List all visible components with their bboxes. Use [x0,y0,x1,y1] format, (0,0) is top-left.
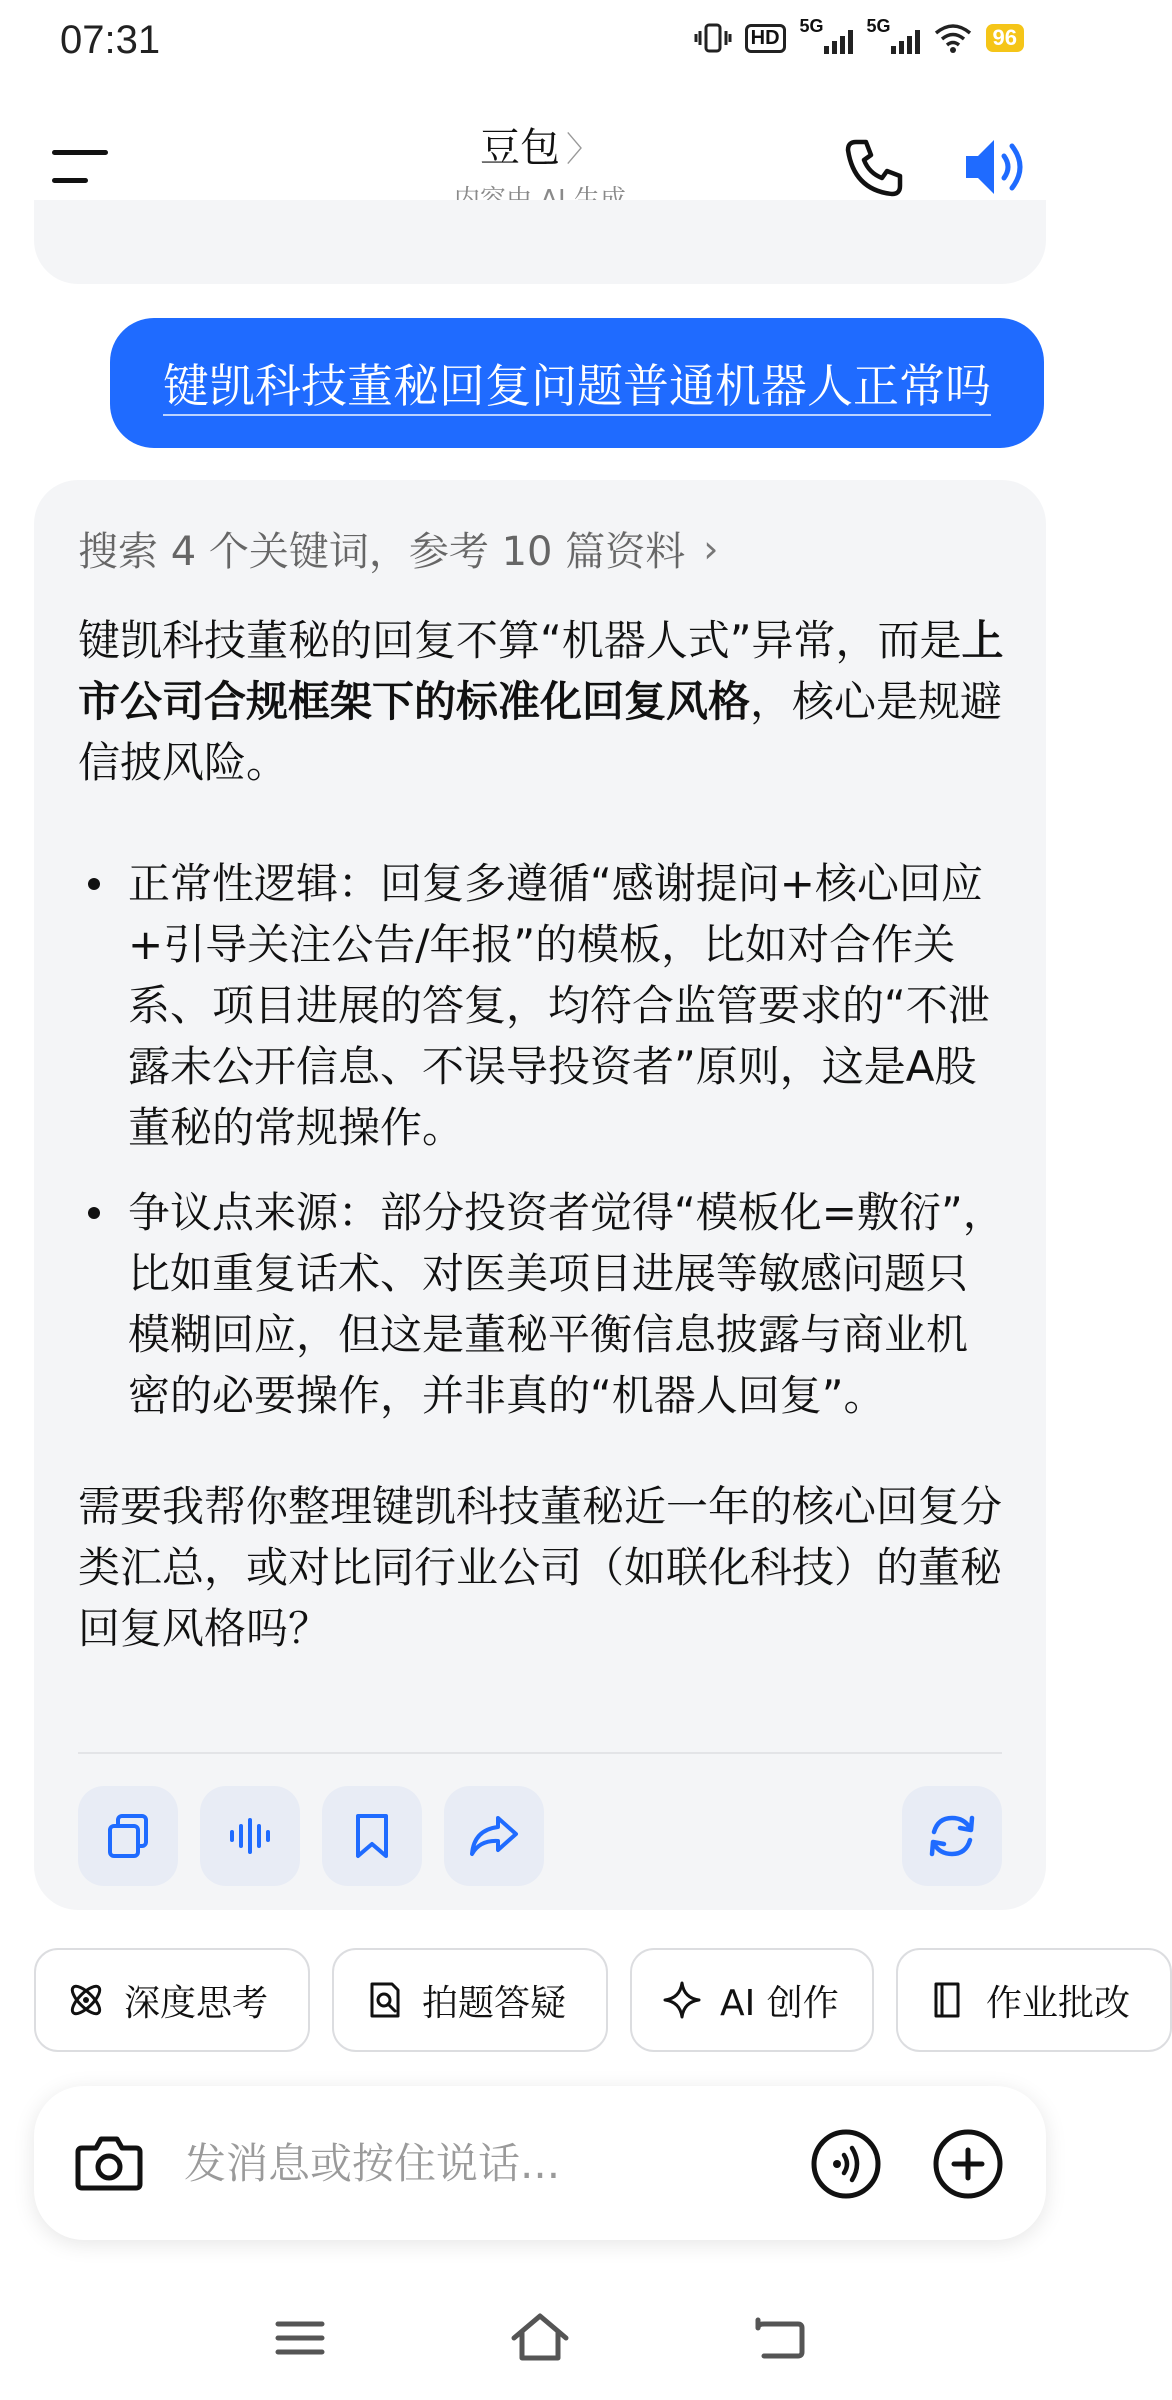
ai-intro-bold: 上市公司合规框架下的标准化回复风格 [78,616,1004,726]
wifi-icon [934,23,972,53]
chip-ai-create[interactable]: AI 创作 [630,1948,874,2052]
chat-title[interactable]: 豆包 〉 [480,125,600,171]
hd-badge: HD [745,24,786,53]
copy-icon [104,1812,152,1860]
voice-call-button[interactable] [810,2128,882,2200]
plus-icon [932,2128,1004,2200]
add-attachment-button[interactable] [932,2128,1004,2200]
regenerate-icon [926,1810,978,1862]
voice-playback-icon [226,1812,274,1860]
message-input-bar [34,2086,1046,2240]
camera-button[interactable] [72,2126,146,2200]
sparkle-icon [662,1980,702,2020]
photo-question-icon [364,1980,404,2020]
regenerate-button[interactable] [902,1786,1002,1886]
copy-button[interactable] [78,1786,178,1886]
menu-nav-icon [268,2306,332,2370]
homework-icon [928,1980,968,2020]
home-nav-icon [508,2306,572,2370]
response-actions [78,1786,1002,1886]
atom-icon [66,1980,106,2020]
message-input[interactable] [184,2126,784,2200]
list-item: 争议点来源：部分投资者觉得“模板化=敷衍”，比如重复话术、对医美项目进展等敏感问题只模糊回应，但这是董秘平衡信息披露与商业机密的必要操作，并非真的“机器人回复”。 [78,1182,1008,1426]
phone-call-button[interactable] [842,136,906,200]
speaker-button[interactable] [962,134,1032,200]
user-message-bubble[interactable] [110,318,1044,448]
phone-icon [842,136,906,200]
status-icons [695,16,1024,54]
home-button[interactable] [508,2306,572,2370]
system-nav-bar [0,2300,1080,2380]
speaker-icon [962,134,1032,200]
signal-icon-2: 5G [867,22,920,54]
status-bar [0,0,1080,80]
ai-response-card [34,480,1046,1910]
previous-message-card [34,200,1046,284]
quick-actions-row [34,1948,1131,2052]
bookmark-icon [348,1812,396,1860]
back-button[interactable] [748,2306,812,2370]
search-references-link[interactable] [78,520,718,577]
status-time: 07:31 [60,18,161,62]
chip-photo-question[interactable]: 拍题答疑 [332,1948,608,2052]
chip-homework[interactable]: 作业批改 [896,1948,1172,2052]
back-nav-icon [748,2306,812,2370]
voice-call-icon [810,2128,882,2200]
voice-playback-button[interactable] [200,1786,300,1886]
camera-icon [72,2126,146,2200]
list-item: 正常性逻辑：回复多遵循“感谢提问+核心回应+引导关注公告/年报”的模板，比如对合作关系、项目进展的答复，均符合监管要求的“不泄露未公开信息、不误导投资者”原则，这是A股董秘的常规操作。 [78,853,1008,1158]
share-button[interactable] [444,1786,544,1886]
share-icon [468,1812,520,1860]
ai-bullet-list [78,853,1008,1426]
battery-indicator: 96 [986,24,1024,52]
recent-apps-button[interactable] [268,2306,332,2370]
ai-intro-paragraph: 键凯科技董秘的回复不算“机器人式”异常，而是上市公司合规框架下的标准化回复风格，核心是规避信披风险。 [78,616,1004,787]
action-divider [78,1752,1002,1754]
search-summary-text: 搜索 4 个关键词，参考 10 篇资料 [78,529,686,575]
title-chevron-icon: 〉 [566,130,600,170]
bookmark-button[interactable] [322,1786,422,1886]
user-message-text: 键凯科技董秘回复问题普通机器人正常吗 [163,359,991,413]
chip-deep-thinking[interactable]: 深度思考 [34,1948,310,2052]
ai-response-text [78,610,1008,1659]
ai-closing-paragraph: 需要我帮你整理键凯科技董秘近一年的核心回复分类汇总，或对比同行业公司（如联化科技）的董秘回复风格吗？ [78,1482,1003,1653]
chevron-right-icon: › [703,526,719,571]
signal-icon: 5G [800,22,853,54]
vibrate-icon [695,22,731,54]
